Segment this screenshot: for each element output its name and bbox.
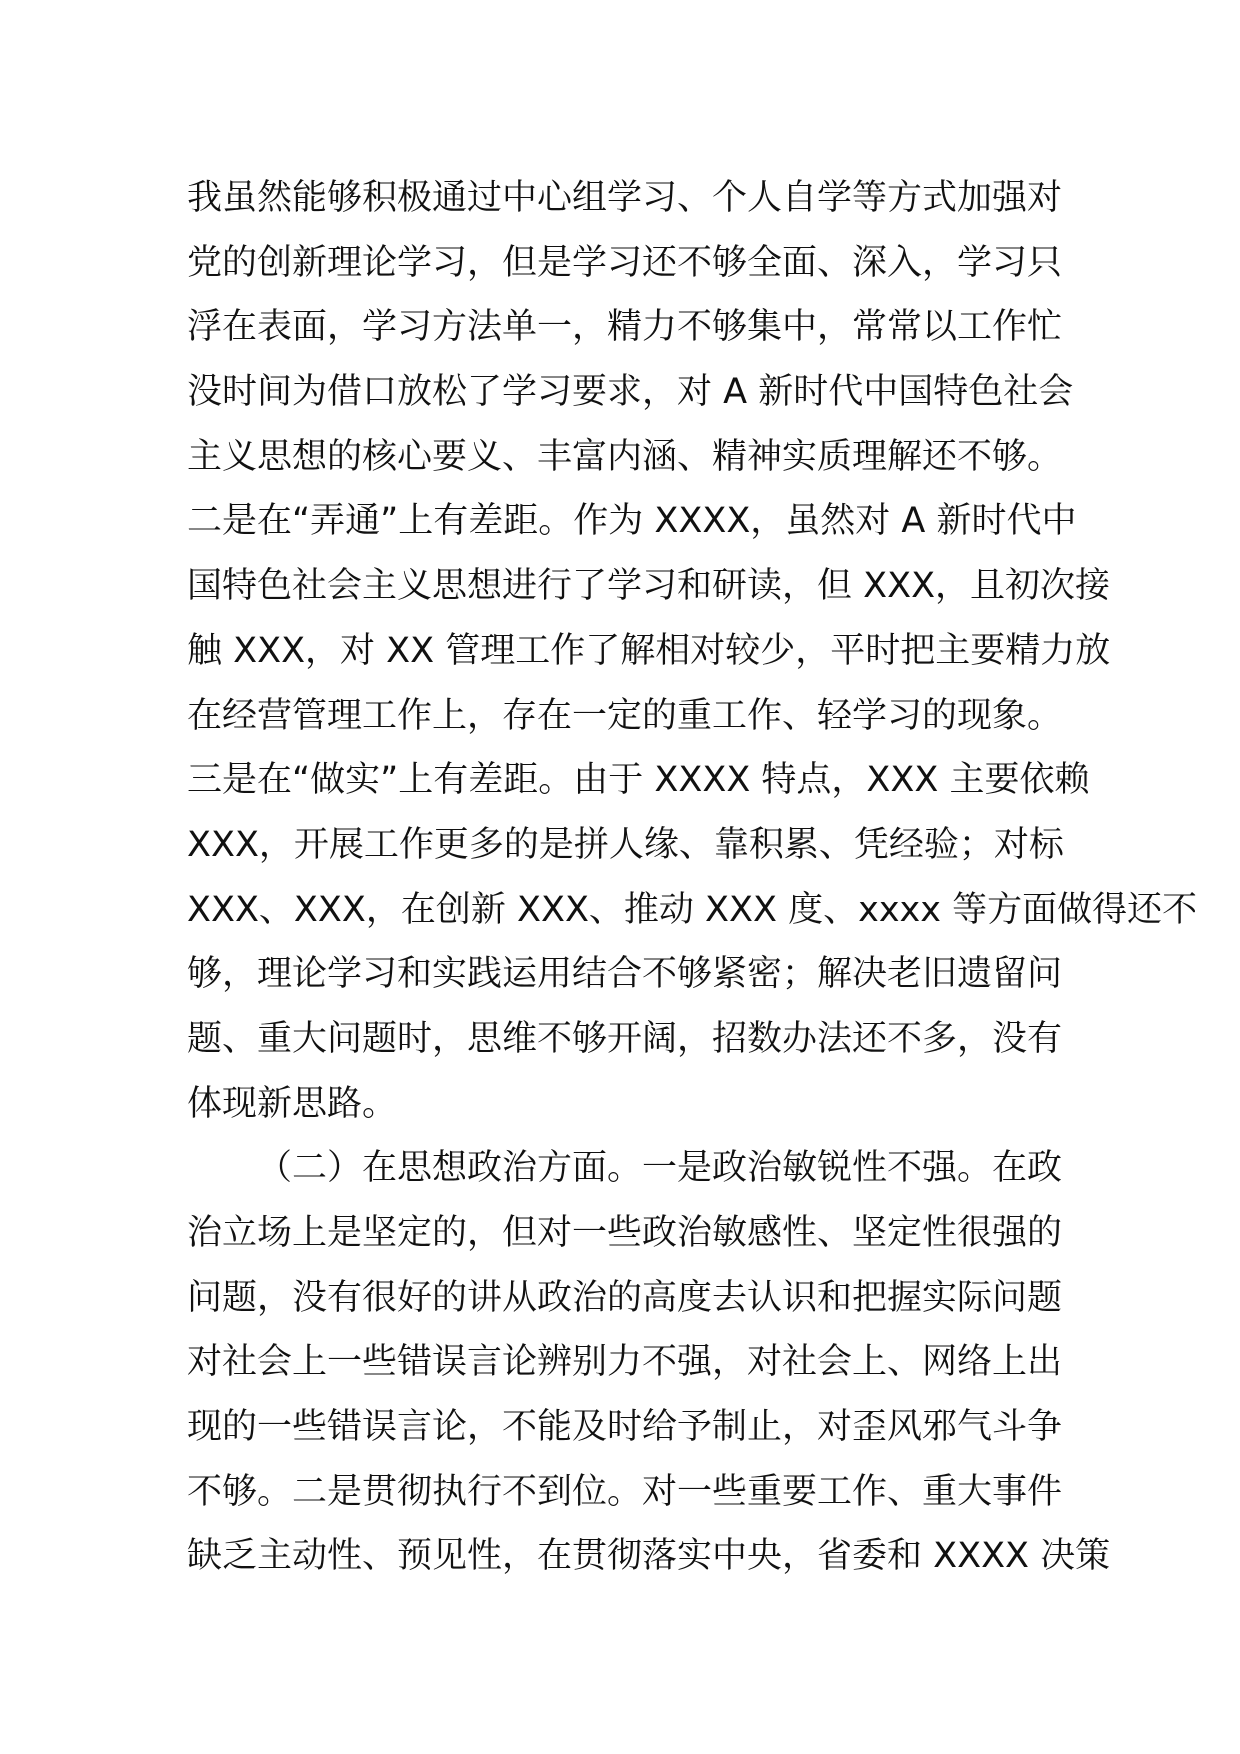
text-line: 缺乏主动性、预见性，在贯彻落实中央，省委和 XXXX 决策 — [187, 1536, 1111, 1577]
text-line: 现的一些错误言论，不能及时给予制止，对歪风邪气斗争 — [187, 1407, 1063, 1448]
text-line: 体现新思路。 — [187, 1083, 398, 1124]
text-line: 浮在表面，学习方法单一，精力不够集中，常常以工作忙 — [187, 307, 1063, 348]
text-line: 党的创新理论学习，但是学习还不够全面、深入，学习只 — [187, 242, 1063, 283]
text-line: 主义思想的核心要义、丰富内涵、精神实质理解还不够。 — [187, 436, 1063, 477]
text-line: 触 XXX，对 XX 管理工作了解相对较少，平时把主要精力放 — [187, 630, 1111, 671]
text-line: 问题，没有很好的讲从政治的高度去认识和把握实际问题 — [187, 1277, 1063, 1318]
text-line: XXX，开展工作更多的是拼人缘、靠积累、凭经验；对标 — [187, 824, 1064, 865]
text-line: 不够。二是贯彻执行不到位。对一些重要工作、重大事件 — [187, 1471, 1063, 1512]
text-line: 对社会上一些错误言论辨别力不强，对社会上、网络上出 — [187, 1342, 1063, 1383]
text-line: 治立场上是坚定的，但对一些政治敏感性、坚定性很强的 — [187, 1213, 1063, 1253]
text-line: 三是在“做实”上有差距。由于 XXXX 特点，XXX 主要依赖 — [187, 760, 1090, 801]
text-line: 我虽然能够积极通过中心组学习、个人自学等方式加强对 — [187, 178, 1063, 218]
section-heading-line: （二）在思想政治方面。一是政治敏锐性不强。在政 — [257, 1148, 1063, 1189]
text-line: 没时间为借口放松了学习要求，对 A 新时代中国特色社会 — [187, 372, 1074, 413]
text-line: 二是在“弄通”上有差距。作为 XXXX，虽然对 A 新时代中 — [187, 501, 1077, 542]
text-line: 国特色社会主义思想进行了学习和研读，但 XXX，且初次接 — [187, 566, 1111, 607]
text-line: 在经营管理工作上，存在一定的重工作、轻学习的现象。 — [187, 695, 1063, 736]
text-line: 题、重大问题时，思维不够开阔，招数办法还不多，没有 — [187, 1018, 1063, 1059]
body-text — [187, 166, 1198, 1589]
text-line: 够，理论学习和实践运用结合不够紧密；解决老旧遗留问 — [187, 954, 1063, 995]
text-line: XXX、XXX，在创新 XXX、推动 XXX 度、xxxx 等方面做得还不 — [187, 889, 1198, 930]
